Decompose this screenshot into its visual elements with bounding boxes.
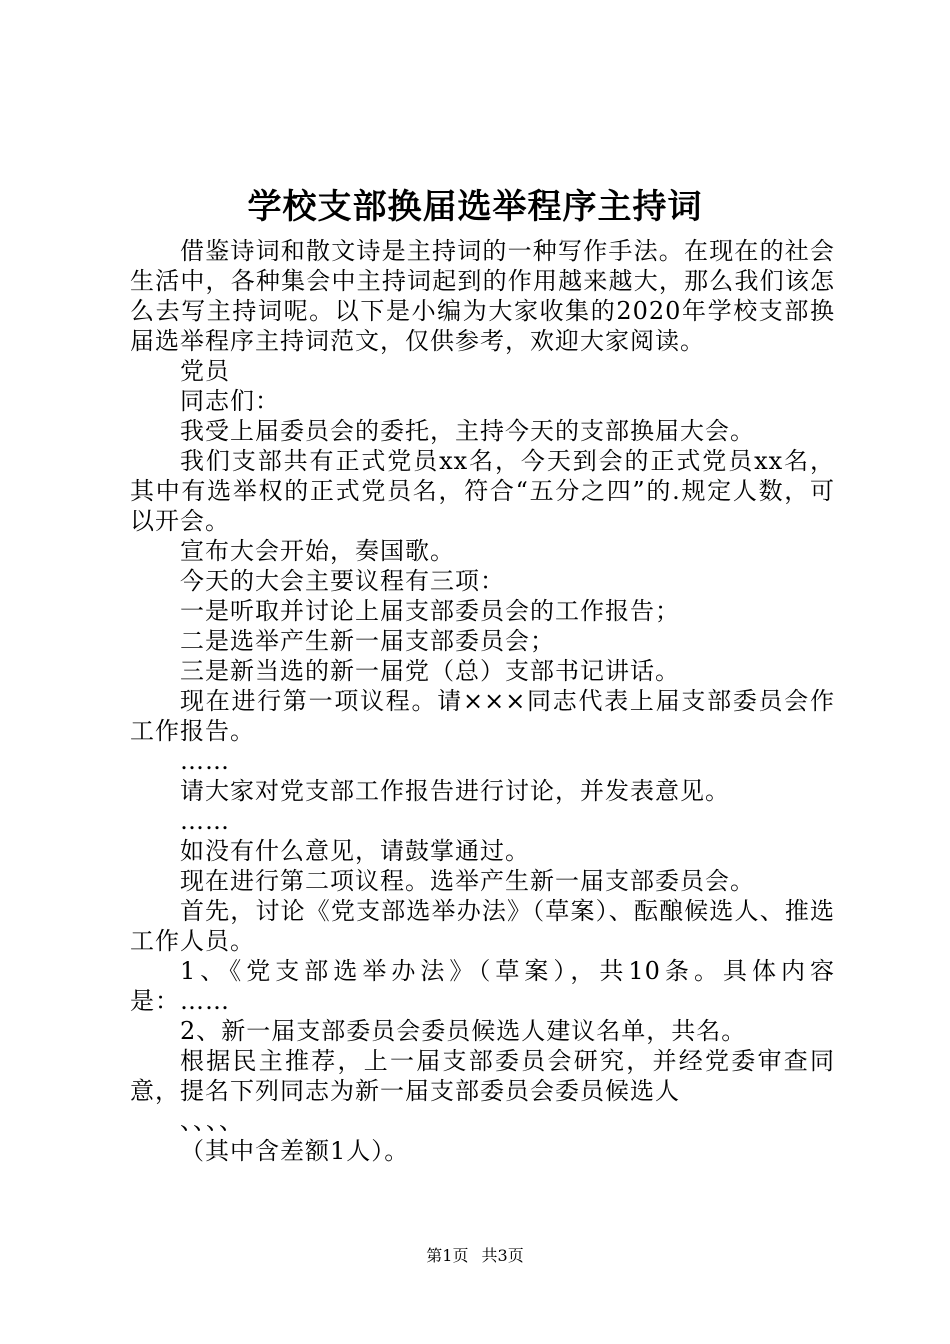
page-footer xyxy=(0,1244,950,1268)
paragraph-agenda-item-2: 二是选举产生新一届支部委员会； xyxy=(180,627,555,655)
page-number: 第1页 xyxy=(426,1246,469,1265)
paragraph-agenda-item-1: 一是听取并讨论上届支部委员会的工作报告； xyxy=(180,597,680,625)
paragraph-entrusted: 我受上届委员会的委托，主持今天的支部换届大会。 xyxy=(180,417,755,445)
document-body xyxy=(130,236,835,1166)
page-total: 共3页 xyxy=(481,1246,524,1265)
paragraph-discussion: 请大家对党支部工作报告进行讨论，并发表意见。 xyxy=(180,777,730,805)
paragraph-agenda-item-3: 三是新当选的新一届党（总）支部书记讲话。 xyxy=(180,657,680,685)
paragraph-second-item: 现在进行第二项议程。选举产生新一届支部委员会。 xyxy=(180,867,755,895)
paragraph-meeting-open: 宣布大会开始，奏国歌。 xyxy=(180,537,455,565)
document-title: 学校支部换届选举程序主持词 xyxy=(247,187,703,227)
paragraph-election-method: 首先，讨论《党支部选举办法》（草案）、酝酿候选人、推选工作人员。 xyxy=(130,897,835,955)
paragraph-extra-candidate: （其中含差额1人）。 xyxy=(180,1137,410,1165)
paragraph-approval: 如没有什么意见，请鼓掌通过。 xyxy=(180,837,530,865)
paragraph-member-count: 我们支部共有正式党员xx名，今天到会的正式党员xx名，其中有选举权的正式党员名，符合“五分之四”的.规定人数，可以开会。 xyxy=(130,447,835,535)
paragraph-party-members: 党员 xyxy=(180,357,230,385)
paragraph-ellipsis-2: …… xyxy=(180,807,230,835)
paragraph-nomination: 根据民主推荐，上一届支部委员会研究，并经党委审查同意，提名下列同志为新一届支部委员会委员候选人 xyxy=(130,1047,835,1105)
paragraph-method-content: 1、《党支部选举办法》（草案），共10条。具体内容是：…… xyxy=(130,957,835,1015)
paragraph-candidate-list: 2、新一届支部委员会委员候选人建议名单，共名。 xyxy=(180,1017,747,1045)
paragraph-ellipsis-1: …… xyxy=(180,747,230,775)
paragraph-first-item: 现在进行第一项议程。请×××同志代表上届支部委员会作工作报告。 xyxy=(130,687,835,745)
paragraph-agenda-intro: 今天的大会主要议程有三项： xyxy=(180,567,505,595)
paragraph-name-placeholders: 、、、、 xyxy=(180,1107,244,1135)
paragraph-comrades: 同志们： xyxy=(180,387,280,415)
paragraph-intro: 借鉴诗词和散文诗是主持词的一种写作手法。在现在的社会生活中，各种集会中主持词起到的作用越来越大，那么我们该怎么去写主持词呢。以下是小编为大家收集的2020年学校支部换届选举程序主持词范文，仅供参考，欢迎大家阅读。 xyxy=(130,237,835,355)
